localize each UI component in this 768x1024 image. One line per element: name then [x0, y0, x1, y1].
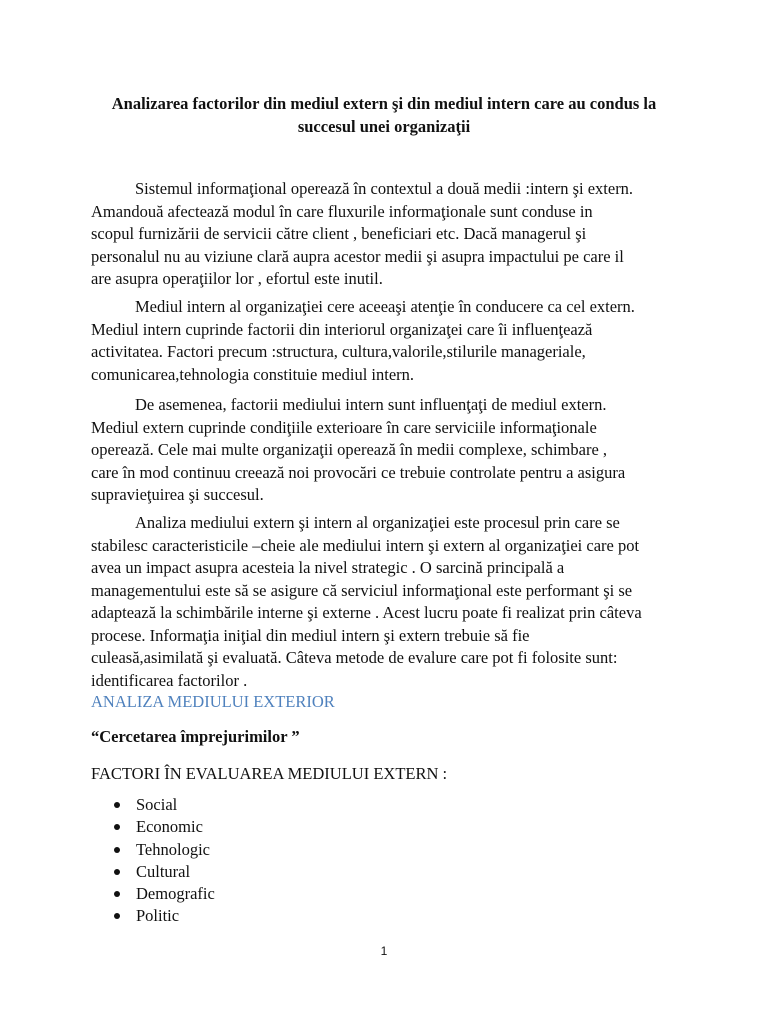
list-item — [110, 861, 215, 883]
document-title — [70, 92, 698, 138]
bullet-icon — [114, 869, 120, 875]
paragraph-line: operează. Cele mai multe organizaţii operează în medii complexe, schimbare , — [91, 440, 608, 459]
page-number: 1 — [380, 944, 388, 958]
bullet-icon — [114, 847, 120, 853]
paragraph-line: Amandouă afectează modul în care fluxurile informaţionale sunt conduse in — [91, 201, 593, 221]
list-item — [110, 883, 215, 905]
quote-subheading: “Cercetarea împrejurimilor ” — [91, 727, 300, 746]
paragraph-line: Analiza mediului extern şi intern al organizaţiei este procesul prin care se — [135, 513, 620, 532]
title-line: succesul unei organizaţii — [297, 117, 471, 136]
list-item-label: Social — [136, 795, 178, 814]
paragraph-1 — [91, 178, 691, 291]
section-heading: ANALIZA MEDIULUI EXTERIOR — [91, 692, 335, 711]
paragraph-line: culeasă,asimilată şi evaluată. Câteva metode de evalure care pot fi folosite sunt: — [91, 648, 618, 667]
paragraph-line: Sistemul informaţional operează în contextul a două medii :intern şi extern. — [135, 179, 634, 198]
paragraph-line: are asupra operaţiilor lor , efortul este inutil. — [91, 269, 383, 288]
paragraph-line: managementului este să se asigure că serviciul informaţional este performant şi se — [91, 580, 633, 600]
paragraph-line: adaptează la schimbările interne şi externe . Acest lucru poate fi realizat prin câteva — [91, 603, 642, 622]
paragraph-line: scopul furnizării de servicii către client , beneficiari etc. Dacă managerul şi — [91, 224, 587, 243]
list-item — [110, 794, 215, 816]
factors-heading: FACTORI ÎN EVALUAREA MEDIULUI EXTERN : — [91, 764, 448, 783]
paragraph-line: supravieţuirea şi succesul. — [91, 485, 264, 504]
paragraph-line: stabilesc caracteristicile –cheie ale mediului intern şi extern al organizaţiei care pot — [91, 535, 640, 555]
paragraph-3 — [91, 394, 691, 507]
paragraph-line: care în mod continuu creează noi provocări ce trebuie controlate pentru a asigura — [91, 462, 626, 482]
paragraph-4 — [91, 512, 691, 692]
factors-list — [110, 794, 215, 928]
list-item — [110, 905, 215, 927]
list-item-label: Demografic — [136, 884, 215, 904]
list-item-label: Economic — [136, 817, 203, 837]
title-line: Analizarea factorilor din mediul extern şi din mediul intern care au condus la — [111, 94, 657, 113]
paragraph-line: De asemenea, factorii mediului intern sunt influenţaţi de mediul extern. — [135, 395, 607, 414]
paragraph-line: personalul nu au viziune clară aupra acestor medii şi asupra impactului pe care il — [91, 246, 624, 266]
bullet-icon — [114, 824, 120, 830]
paragraph-line: activitatea. Factori precum :structura, cultura,valorile,stilurile manageriale, — [91, 342, 586, 361]
list-item — [110, 816, 215, 838]
paragraph-line: identificarea factorilor . — [91, 670, 248, 690]
bullet-icon — [114, 913, 120, 919]
paragraph-line: avea un impact asupra acesteia la nivel strategic . O sarcină principală a — [91, 558, 565, 577]
paragraph-line: Mediul extern cuprinde condiţiile exterioare în care serviciile informaţionale — [91, 417, 597, 437]
paragraph-line: procese. Informaţia iniţial din mediul intern şi extern trebuie să fie — [91, 625, 530, 645]
list-item-label: Cultural — [136, 861, 191, 881]
list-item-label: Tehnologic — [136, 839, 210, 859]
paragraph-line: Mediul intern al organizaţiei cere aceeaşi atenţie în conducere ca cel extern. — [135, 297, 635, 316]
list-item-label: Politic — [136, 906, 180, 926]
list-item — [110, 839, 215, 861]
paragraph-line: comunicarea,tehnologia constituie mediul intern. — [91, 364, 415, 384]
paragraph-line: Mediul intern cuprinde factorii din interiorul organizaţei care îi influenţează — [91, 319, 593, 339]
bullet-icon — [114, 891, 120, 897]
paragraph-2 — [91, 296, 691, 386]
bullet-icon — [114, 802, 120, 808]
